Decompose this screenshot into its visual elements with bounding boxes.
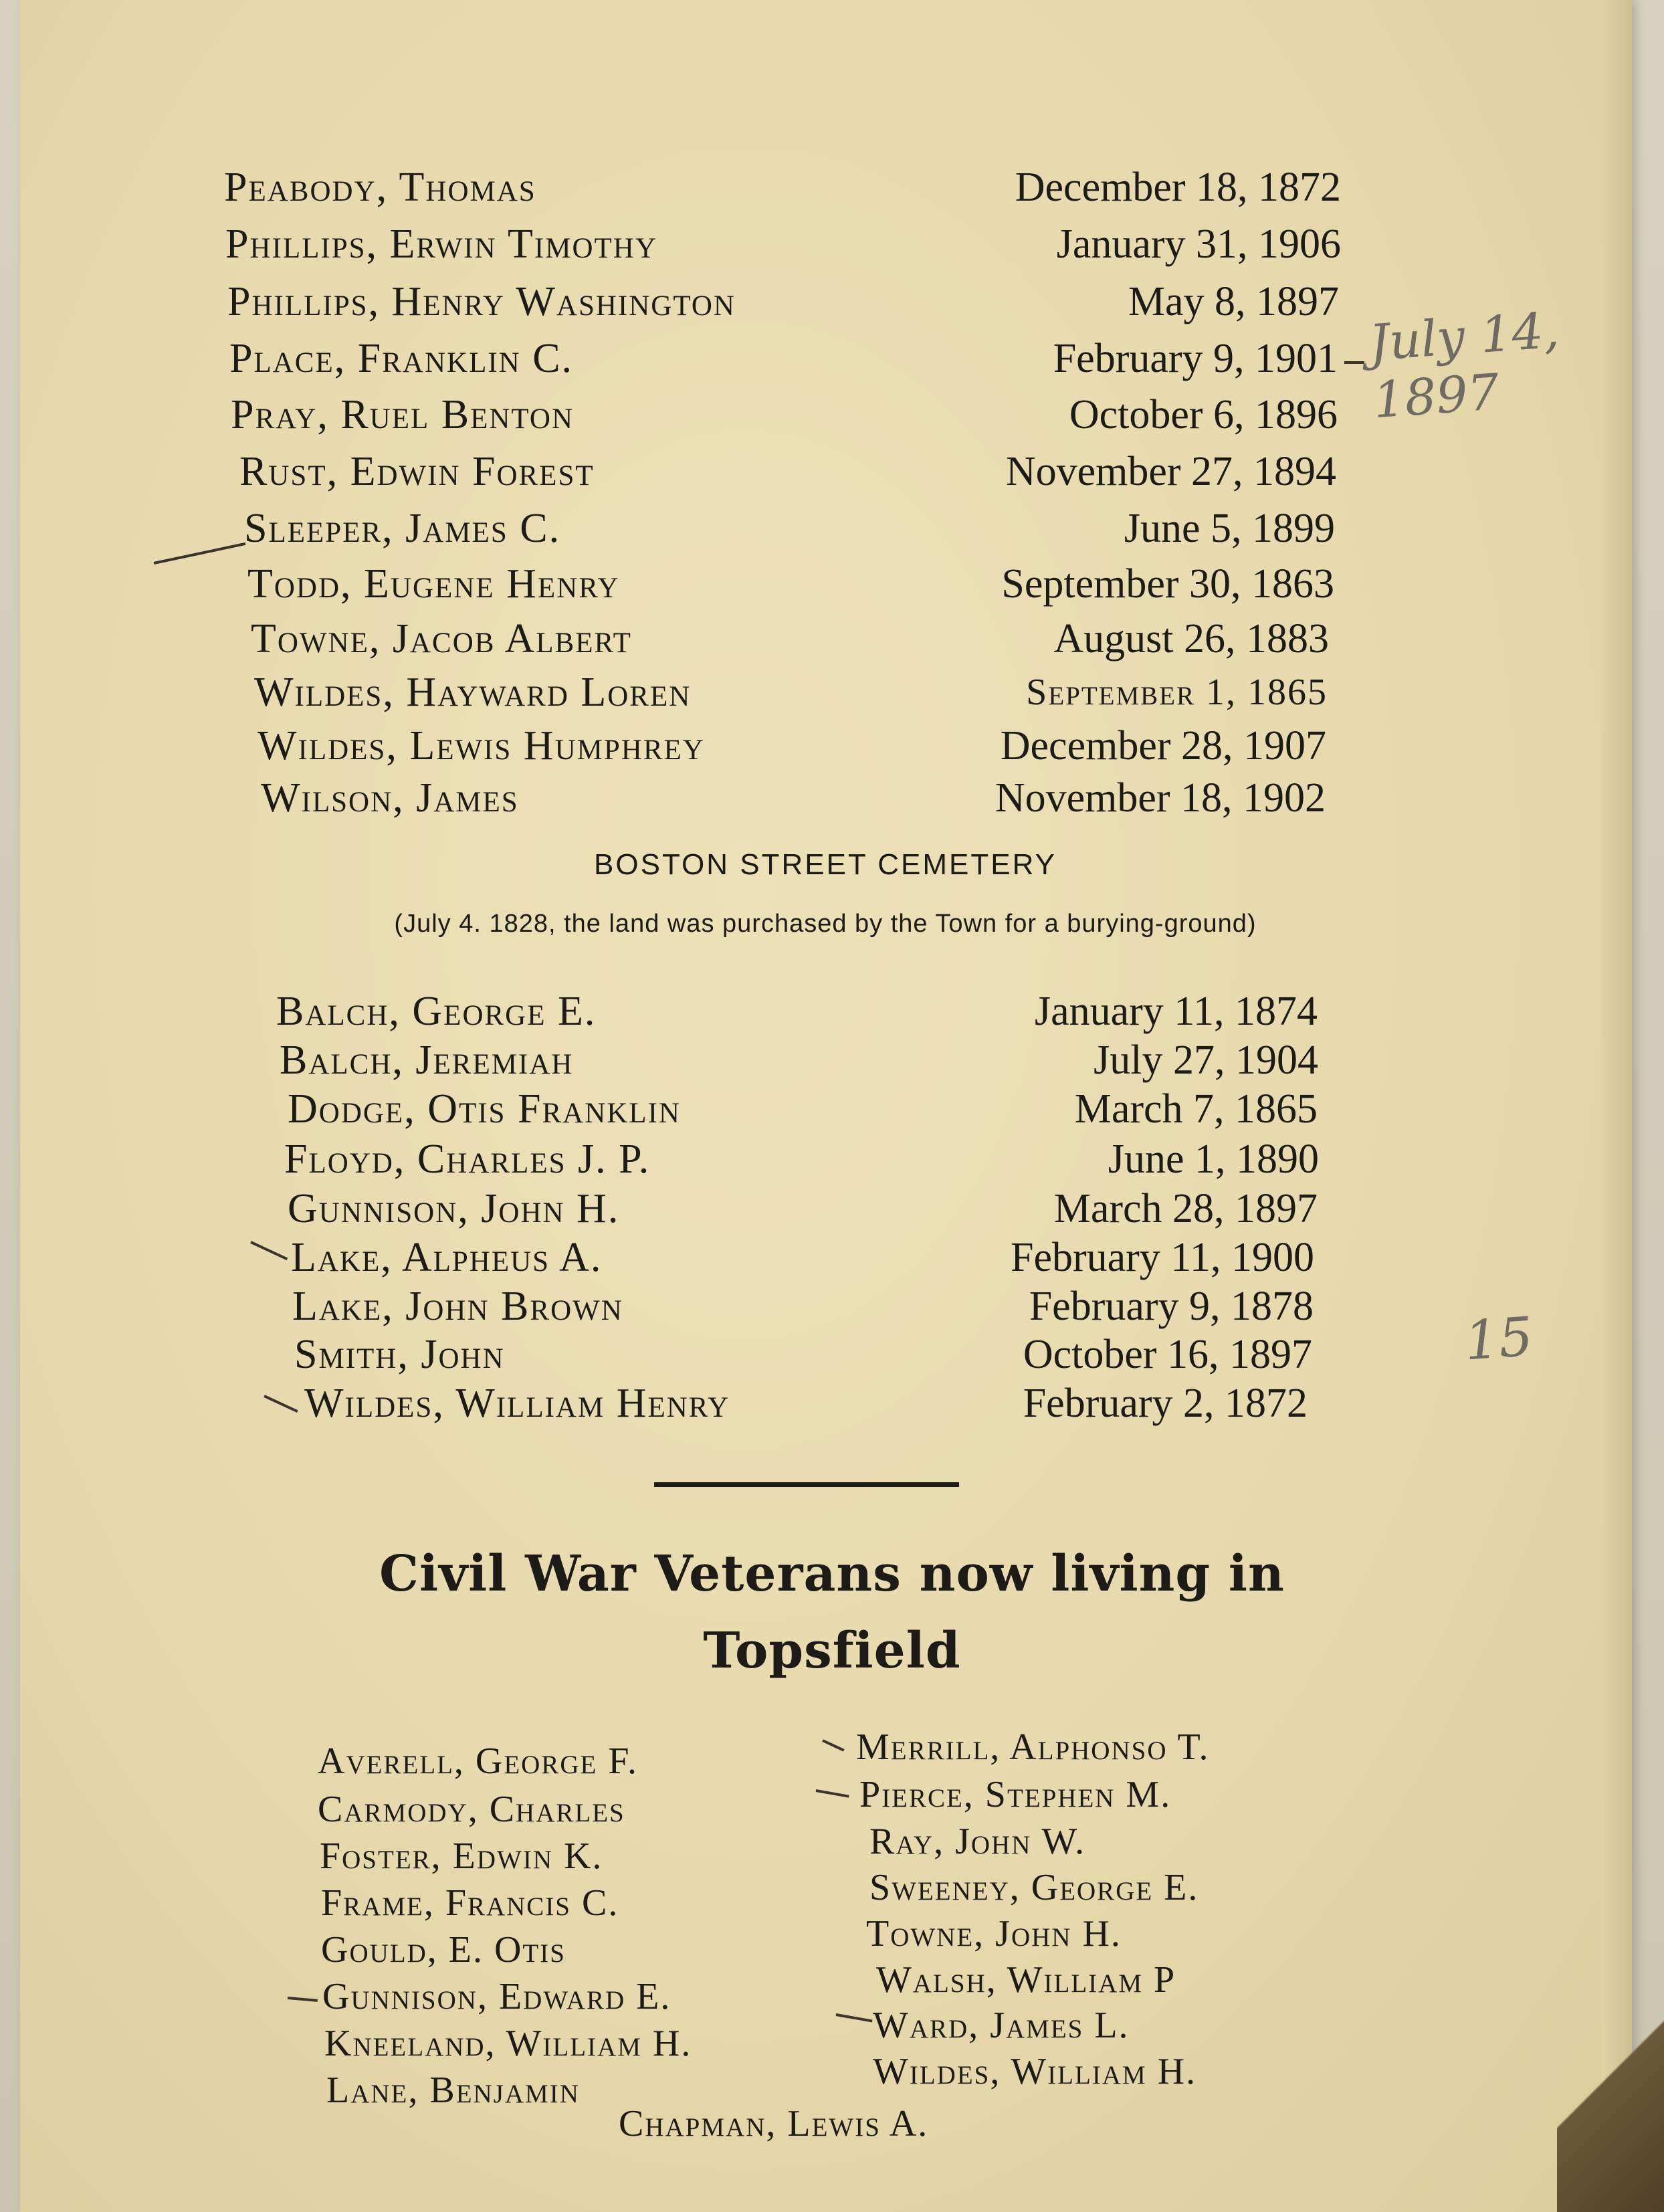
- corner-shadow: [1557, 1998, 1664, 2212]
- list-item: [284, 1132, 1319, 1186]
- death-date: May 8, 1897: [1128, 279, 1339, 324]
- veteran-name: Ray, John W.: [869, 1821, 1086, 1862]
- list-item: [280, 1033, 1318, 1087]
- veteran-name: Pierce, Stephen M.: [859, 1774, 1172, 1815]
- death-date: January 11, 1874: [1034, 989, 1318, 1034]
- deceased-name: Sleeper, James C.: [244, 506, 561, 551]
- dash-mark: [1344, 361, 1364, 364]
- deceased-name: Dodge, Otis Franklin: [288, 1086, 681, 1132]
- list-item: [276, 985, 1318, 1038]
- death-date: February 9, 1901: [1053, 336, 1338, 381]
- veteran-name: Frame, Francis C.: [321, 1882, 619, 1924]
- deceased-name: Pray, Ruel Benton: [231, 392, 575, 437]
- list-item: [304, 1377, 1308, 1430]
- deceased-name: Wildes, William Henry: [304, 1381, 730, 1426]
- deceased-name: Peabody, Thomas: [224, 165, 536, 210]
- handwritten-page-number: 15: [1462, 1305, 1535, 1373]
- deceased-name: Towne, Jacob Albert: [251, 616, 632, 662]
- list-item: [261, 771, 1326, 825]
- veterans-heading-place: Topsfield: [703, 1622, 961, 1680]
- list-item: [239, 445, 1336, 498]
- death-date: February 11, 1900: [1010, 1235, 1314, 1280]
- death-date: January 31, 1906: [1056, 221, 1341, 267]
- deceased-name: Gunnison, John H.: [288, 1186, 620, 1231]
- list-item: [224, 161, 1341, 214]
- death-date: June 1, 1890: [1108, 1136, 1319, 1182]
- death-date: December 18, 1872: [1015, 165, 1341, 210]
- deceased-name: Wilson, James: [261, 775, 519, 821]
- veterans-heading: Civil War Veterans now living in: [379, 1545, 1285, 1603]
- deceased-name: Phillips, Erwin Timothy: [225, 221, 657, 267]
- list-item: [244, 502, 1335, 555]
- death-date: March 7, 1865: [1074, 1086, 1318, 1132]
- death-date: December 28, 1907: [1000, 723, 1326, 769]
- veteran-name: Averell, George F.: [318, 1740, 638, 1782]
- death-date: September 1, 1865: [1026, 672, 1328, 713]
- veteran-name: Sweeney, George E.: [869, 1867, 1199, 1908]
- deceased-name: Place, Franklin C.: [229, 336, 574, 381]
- list-item: [227, 275, 1339, 328]
- deceased-name: Wildes, Lewis Humphrey: [257, 723, 705, 769]
- death-date: October 16, 1897: [1023, 1332, 1312, 1377]
- veteran-name: Towne, John H.: [866, 1913, 1122, 1954]
- list-item: [229, 332, 1338, 385]
- veteran-name: Ward, James L.: [873, 2005, 1130, 2046]
- deceased-name: Todd, Eugene Henry: [247, 561, 620, 607]
- divider-rule: [654, 1482, 959, 1487]
- veteran-name: Kneeland, William H.: [324, 2023, 692, 2064]
- death-date: November 18, 1902: [995, 775, 1326, 821]
- death-date: August 26, 1883: [1053, 616, 1329, 662]
- deceased-name: Phillips, Henry Washington: [227, 279, 736, 324]
- list-item: [291, 1231, 1314, 1284]
- deceased-name: Balch, George E.: [276, 989, 597, 1034]
- deceased-name: Lake, John Brown: [292, 1284, 623, 1329]
- veteran-name: Wildes, William H.: [873, 2051, 1197, 2092]
- deceased-name: Wildes, Hayward Loren: [254, 670, 692, 715]
- deceased-name: Rust, Edwin Forest: [239, 449, 595, 494]
- deceased-name: Floyd, Charles J. P.: [284, 1136, 651, 1182]
- veteran-name: Carmody, Charles: [318, 1789, 625, 1830]
- list-item: [251, 612, 1329, 666]
- section-note: (July 4. 1828, the land was purchased by the Town for a burying-ground): [394, 910, 1257, 938]
- deceased-name: Lake, Alpheus A.: [291, 1235, 603, 1280]
- death-date: October 6, 1896: [1069, 392, 1338, 437]
- list-item: [294, 1328, 1312, 1381]
- list-item: [231, 388, 1338, 441]
- death-date: February 9, 1878: [1029, 1284, 1314, 1329]
- death-date: November 27, 1894: [1005, 449, 1336, 494]
- veteran-name: Gunnison, Edward E.: [322, 1976, 671, 2017]
- death-date: June 5, 1899: [1124, 506, 1335, 551]
- veteran-name: Gould, E. Otis: [321, 1929, 566, 1971]
- list-item: [288, 1082, 1318, 1136]
- list-item: [292, 1280, 1314, 1333]
- list-item: [254, 666, 1328, 719]
- handwritten-date-note: July 14, 1897: [1367, 301, 1561, 430]
- death-date: July 27, 1904: [1094, 1037, 1318, 1083]
- list-item: [288, 1182, 1318, 1235]
- deceased-name: Smith, John: [294, 1332, 505, 1377]
- list-item: [257, 719, 1326, 773]
- list-item: [247, 557, 1334, 611]
- section-title: BOSTON STREET CEMETERY: [594, 848, 1057, 881]
- veteran-name: Foster, Edwin K.: [320, 1835, 603, 1877]
- veteran-name: Walsh, William P: [876, 1959, 1176, 2001]
- veteran-name: Merrill, Alphonso T.: [856, 1726, 1210, 1768]
- deceased-name: Balch, Jeremiah: [280, 1037, 574, 1083]
- veteran-name: Lane, Benjamin: [326, 2070, 580, 2111]
- death-date: September 30, 1863: [1001, 561, 1334, 607]
- list-item: [225, 217, 1341, 271]
- death-date: February 2, 1872: [1023, 1381, 1308, 1426]
- veteran-name-final: Chapman, Lewis A.: [619, 2103, 929, 2144]
- death-date: March 28, 1897: [1053, 1186, 1318, 1231]
